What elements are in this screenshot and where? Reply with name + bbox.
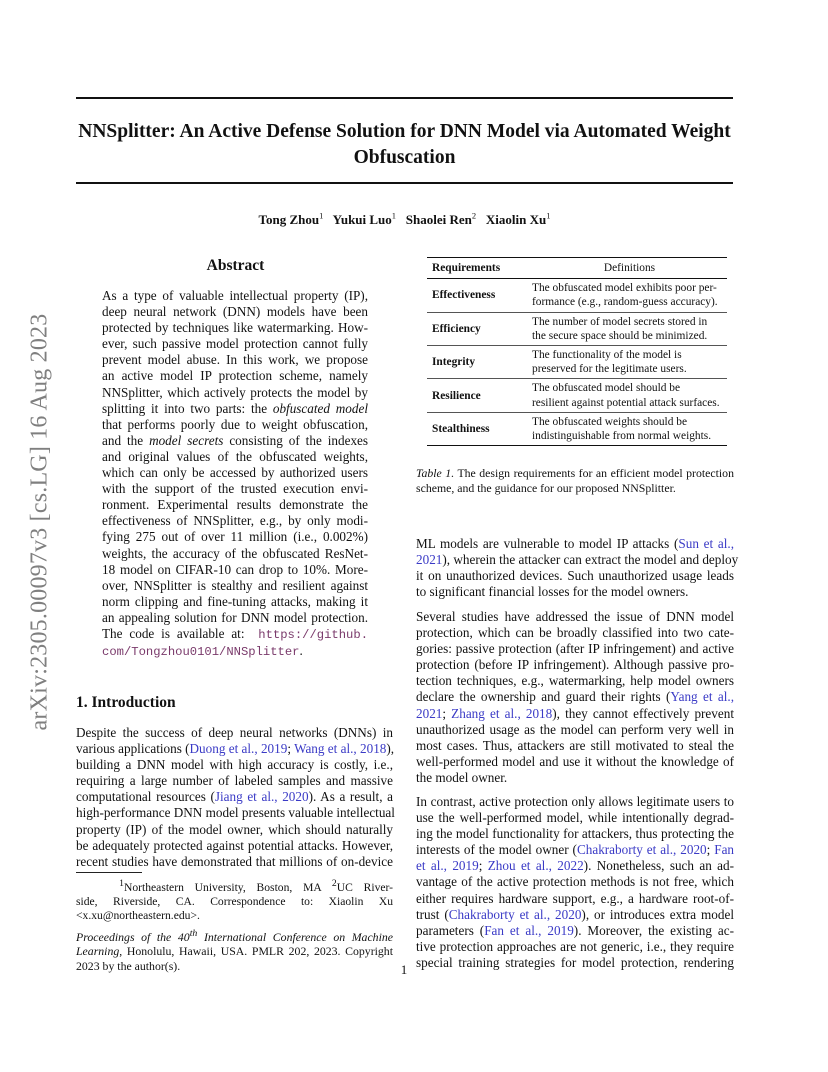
citation-link[interactable]: Sun et al., — [678, 536, 734, 551]
paper-title — [76, 119, 733, 171]
code-url-link[interactable]: https://github. — [258, 627, 369, 642]
requirements-table — [427, 257, 727, 446]
abstract-heading: Abstract — [206, 257, 265, 274]
code-url-link[interactable]: com/Tongzhou0101/NNSplitter — [102, 645, 300, 660]
top-rule — [76, 97, 733, 99]
author-list — [76, 211, 733, 228]
citation-link[interactable]: 2021 — [416, 705, 443, 721]
title-bottom-rule — [76, 182, 733, 184]
table-caption: Table 1. The design requirements for an efficient model protection scheme, and the guidance for our proposed NNSplitter. — [416, 466, 734, 495]
introduction-body: Despite the success of deep neural networks (DNNs) in various applications (Duong et al., 2019; Wang et al., 2018), building a DNN model with high accuracy is costly, i.e., requiring a large number of labeled samples and massive computational resources (Jiang et al., 2020). As a result, a high-performance DNN model presents valuable intellectual property (IP) of the model owner, which should naturally be adequately protected against potential attacks. However, recent studies have demonstrated that millions of on-device — [76, 725, 395, 869]
citation-link[interactable]: Chakraborty et al., 2020 — [576, 842, 707, 858]
right-paragraph-3: In contrast, active protection only allows legitimate users to use the well-performed model, while intentionally degrad- ing the model functionality for attackers, thus protecting the interests of the model owner (Chakraborty et al., 2020; Fan et al., 2019; Zhou et al., 2022). Nonetheless, such an ad- vantage of the active protection methods is not free, which either requires hardware support, e.g., a hardware root-of- trust (Chakraborty et al., 2020), or introduces extra model parameters (Fan et al., 2019). Moreover, the existing ac- tive protection approaches are not generic, i.e., they require special training strategies for model protection, rendering — [416, 794, 735, 970]
citation-link[interactable]: Fan — [714, 842, 735, 858]
requirements-table-wrapper — [427, 257, 727, 446]
citation-link[interactable]: Chakraborty et al., 2020 — [448, 906, 582, 922]
table-header-requirements: Requirements — [427, 258, 532, 279]
table-row: Stealthiness The obfuscated weights should be indistinguishable from normal weights. — [427, 412, 727, 445]
table-row: Effectiveness The obfuscated model exhibits poor per- formance (e.g., random-guess accuracy). — [427, 279, 727, 312]
arxiv-identifier: arXiv:2305.00097v3 [cs.LG] 16 Aug 2023 — [26, 313, 53, 731]
citation-link[interactable]: Yang et al., — [670, 689, 735, 705]
right-paragraph-1: ML models are vulnerable to model IP attacks (Sun et al., 2021), wherein the attacker can extract the model and deploy it on unauthorized devices. Such unauthorized usage leads to significant financial losses for the model owners. — [416, 536, 739, 600]
proceedings-note: Proceedings of the 40th International Conference on Machine Learning, Honolulu, Hawaii, USA. PMLR 202, 2023. Copyright 2023 by the author(s). — [76, 928, 393, 973]
author: Yukui Luo$^1$ — [332, 211, 397, 228]
page-number: 1 — [400, 962, 408, 977]
table-row: Efficiency The number of model secrets stored in the secure space should be minimized. — [427, 312, 727, 345]
author: Xiaolin Xu$^1$ — [485, 211, 551, 228]
abstract-body: As a type of valuable intellectual property (IP), deep neural network (DNN) models have been protected by techniques like watermarking. How- ever, such passive model protection cannot fully prevent model abuse. In this work, we propose an active model IP protection scheme, namely NNSplitter, which actively protects the model by splitting it into two parts: the obfuscated model that performs poorly due to weight obfuscation, and the model secrets consisting of the indexes and original values of the obfuscated weights, which can only be accessed by authorized users with the support of the trusted execution envi- ronment. Experimental results demonstrate the effectiveness of NNSplitter, e.g., by only modi- fying 275 out of over 11 million (i.e., 0.002%) weights, the accuracy of the obfuscated ResNet- 18 model on CIFAR-10 can drop to 10%. More- over, NNSplitter is stealthy and resilient against norm clipping and fine-tuning attacks, making it an appealing solution for DNN model protection. The code is available at: https://github. com/Tongzhou0101/NNSplitter. — [102, 288, 369, 660]
citation-link[interactable]: Fan et al., 2019 — [484, 922, 574, 938]
footnote-affiliations: $^1$Northeastern University, Boston, MA $^2$UC River- side, Riverside, CA. Correspondence to: Xiaolin Xu <x.xu@northeastern.edu>. — [76, 878, 394, 923]
title-line: Obfuscation — [353, 147, 456, 168]
citation-link[interactable]: Wang et al., 2018 — [294, 741, 387, 757]
table-header-definitions: Definitions — [532, 258, 727, 279]
citation-link[interactable]: Duong et al., 2019 — [189, 741, 288, 757]
citation-link[interactable]: Zhou et al., 2022 — [487, 858, 584, 874]
author: Shaolei Ren$^2$ — [405, 211, 477, 228]
footnote-rule — [76, 872, 142, 873]
citation-link[interactable]: et al., 2019 — [416, 858, 479, 874]
citation-link[interactable]: Jiang et al., 2020 — [214, 789, 309, 805]
author: Tong Zhou$^1$ — [258, 211, 324, 228]
title-line: NNSplitter: An Active Defense Solution for DNN Model via Automated Weight — [78, 121, 731, 142]
citation-link[interactable]: 2021 — [416, 552, 443, 568]
table-header-row — [427, 258, 727, 279]
right-paragraph-2: Several studies have addressed the issue of DNN model protection, which can be broadly classified into two cate- gories: passive protection (after IP infringement) and active protection (before IP infringement). Although passive pro- tection techniques, e.g., watermarking, help model owners declare the ownership and guard their rights (Yang et al., 2021; Zhang et al., 2018), they cannot effectively prevent unauthorized usage as the model can perform very well in most cases. Thus, attackers are still motivated to steal the well-performed model and use it without the knowledge of the model owner. — [416, 609, 735, 785]
table-row: Resilience The obfuscated model should be resilient against potential attack surfaces. — [427, 379, 727, 412]
citation-link[interactable]: Zhang et al., 2018 — [451, 705, 553, 721]
table-row: Integrity The functionality of the model is preserved for the legitimate users. — [427, 346, 727, 379]
section-heading-introduction: 1. Introduction — [76, 694, 176, 711]
